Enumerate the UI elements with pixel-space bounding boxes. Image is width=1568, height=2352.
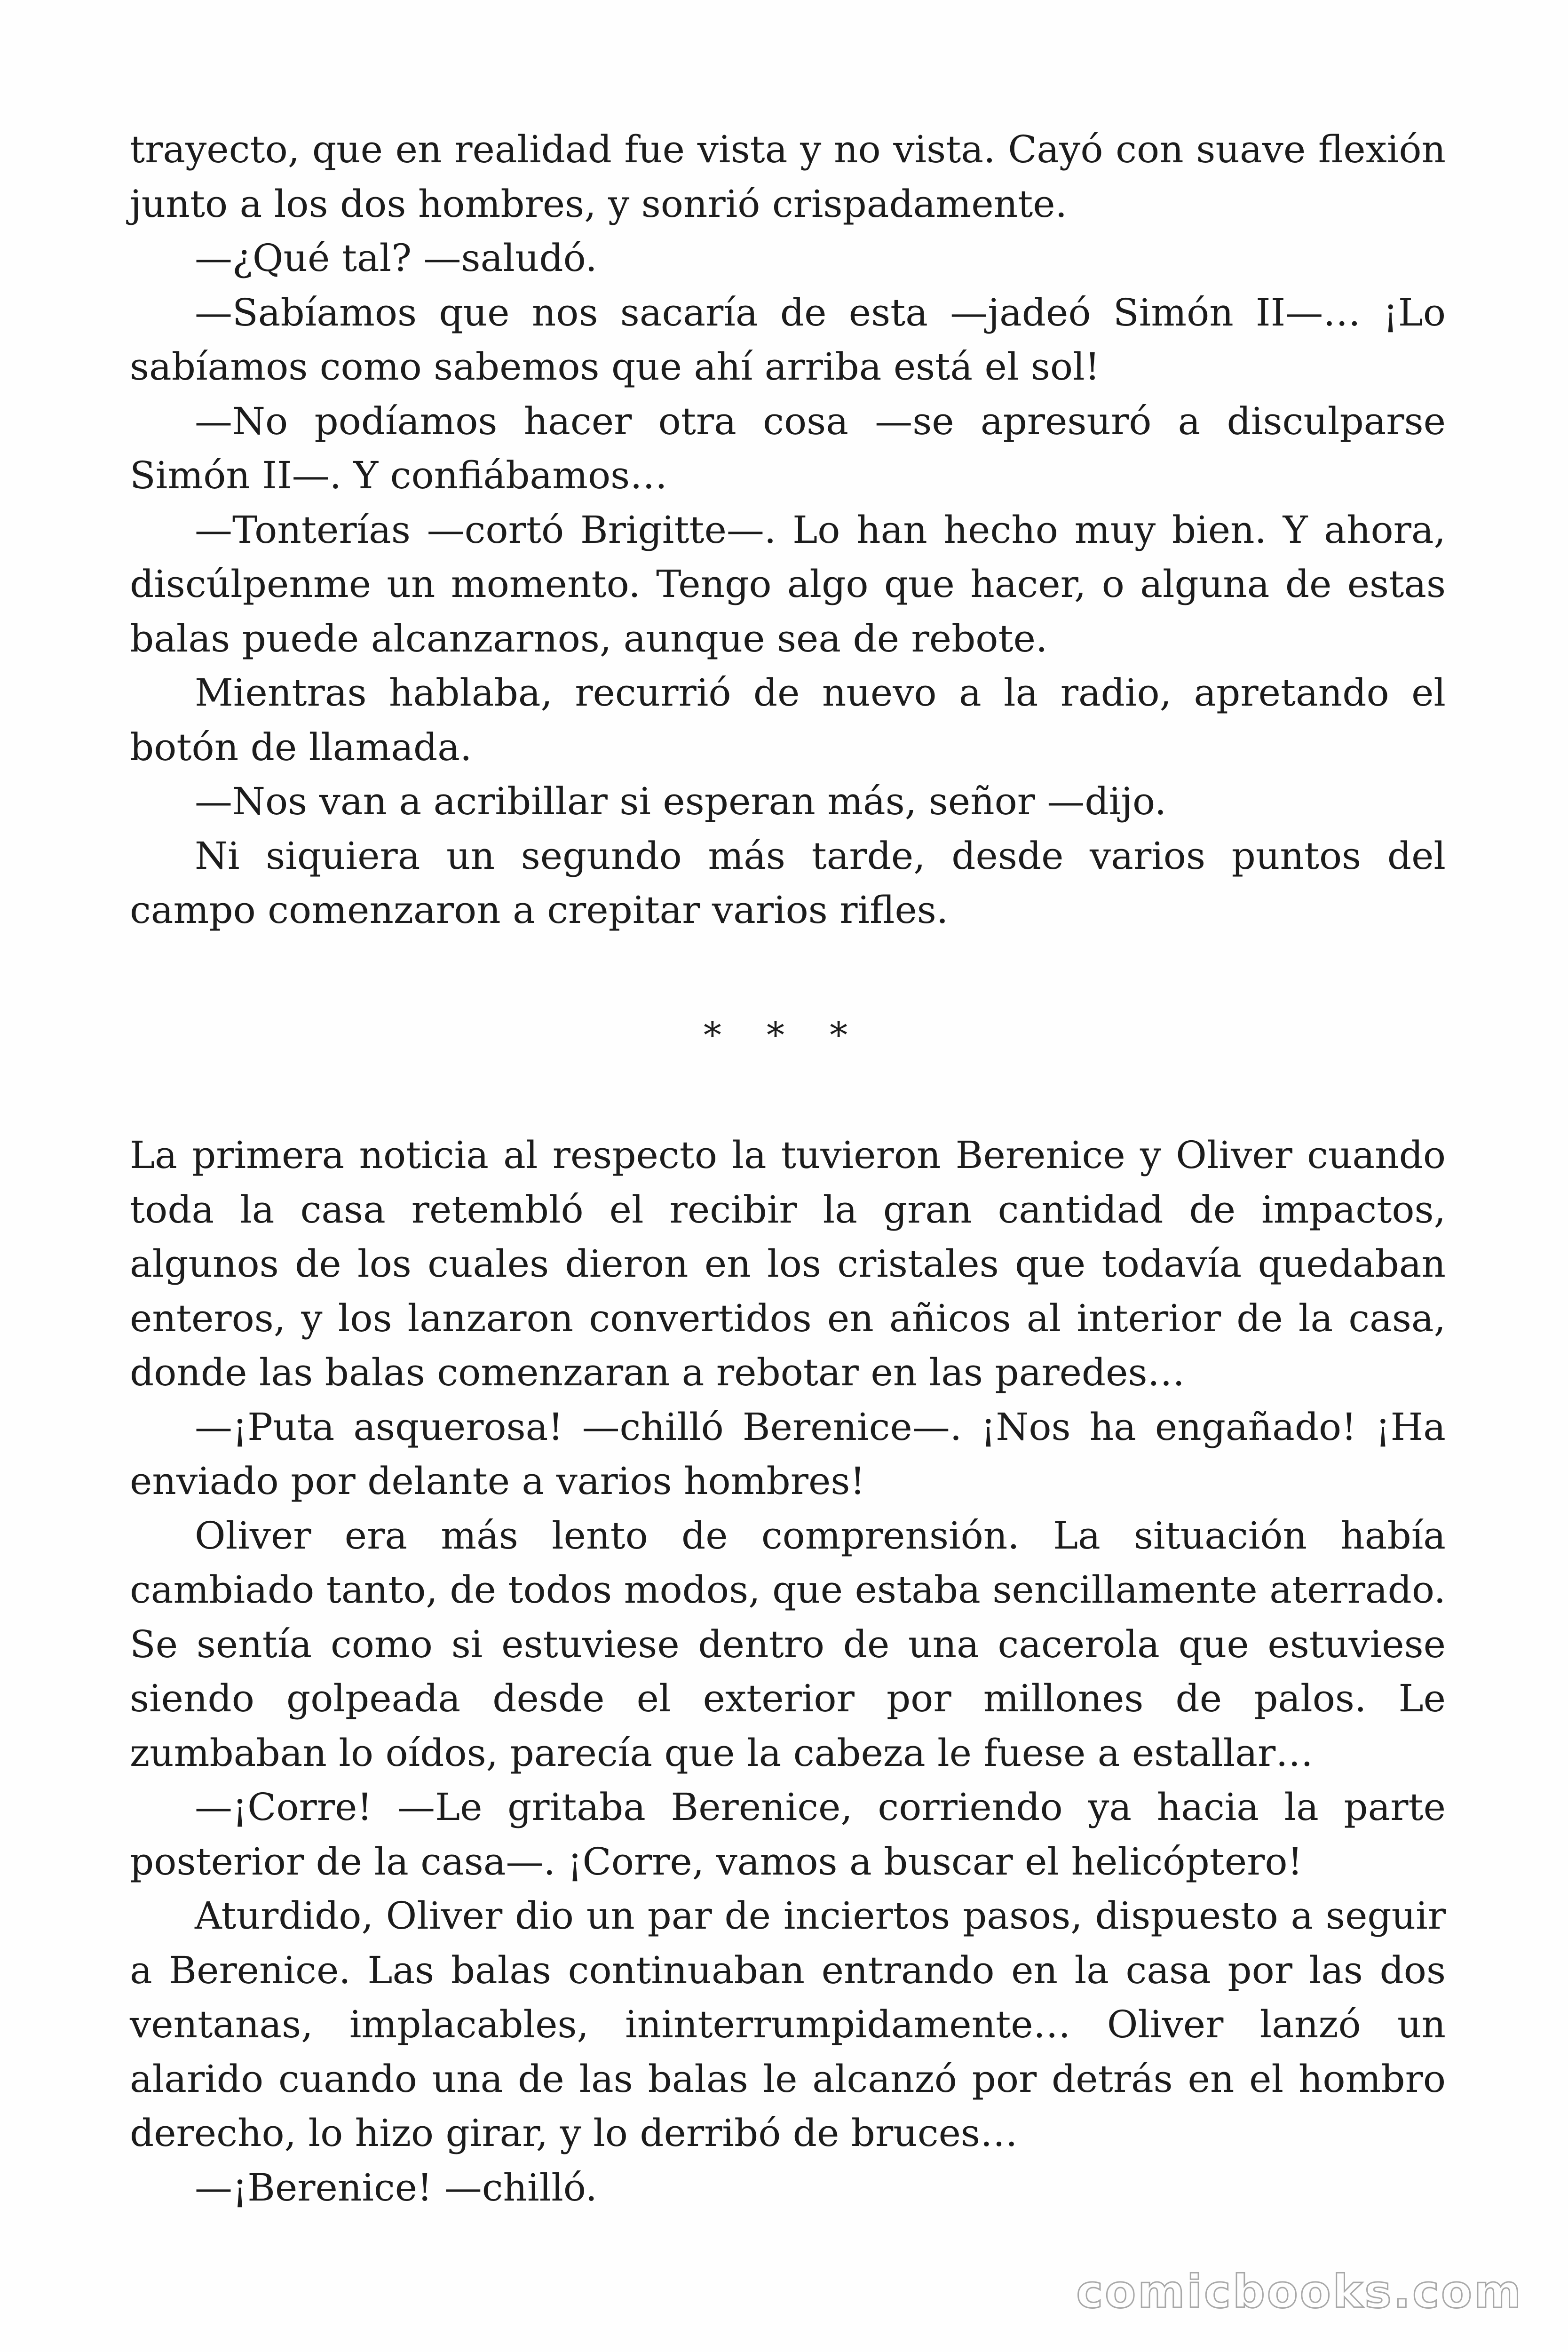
paragraph: Mientras hablaba, recurrió de nuevo a la radio, apretando el botón de llamada.: [130, 671, 1446, 769]
paragraph: —¿Qué tal? —saludó.: [195, 236, 597, 280]
paragraph: Ni siquiera un segundo más tarde, desde varios puntos del campo comenzaron a crepitar varios rifles.: [130, 834, 1446, 932]
paragraph: La primera noticia al respecto la tuvieron Berenice y Oliver cuando toda la casa retembló el recibir la gran cantidad de impactos, algunos de los cuales dieron en los cristales que todavía quedaban enteros, y los lanzaron convertidos en añicos al interior de la casa, donde las balas comenzaran a rebotar en las paredes…: [130, 1133, 1446, 1394]
text-block-bottom: [130, 1128, 1446, 2215]
paragraph: —¡Berenice! —chilló.: [195, 2165, 597, 2209]
text-block-top: [130, 122, 1446, 938]
paragraph: —¡Puta asquerosa! —chilló Berenice—. ¡Nos ha engañado! ¡Ha enviado por delante a varios hombres!: [130, 1405, 1446, 1503]
paragraph: —Nos van a acribillar si esperan más, señor —dijo.: [195, 779, 1167, 823]
paragraph: trayecto, que en realidad fue vista y no vista. Cayó con suave flexión junto a los dos hombres, y sonrió crispadamente.: [130, 127, 1446, 226]
paragraph: —Tonterías —cortó Brigitte—. Lo han hecho muy bien. Y ahora, discúlpenme un momento. Tengo algo que hacer, o alguna de estas balas puede alcanzarnos, aunque sea de rebote.: [130, 508, 1446, 660]
paragraph: —Sabíamos que nos sacaría de esta —jadeó Simón II—… ¡Lo sabíamos como sabemos que ahí arriba está el sol!: [130, 290, 1446, 389]
paragraph: —¡Corre! —Le gritaba Berenice, corriendo ya hacia la parte posterior de la casa—. ¡Corre, vamos a buscar el helicóptero!: [130, 1785, 1446, 1883]
watermark-logo: comicbooks.com: [1076, 2265, 1523, 2318]
section-separator: * * *: [703, 1014, 865, 1056]
paragraph: Oliver era más lento de comprensión. La situación había cambiado tanto, de todos modos, que estaba sencillamente aterrado. Se sentía como si estuviese dentro de una cacerola que estuviese siendo golpeada desde el exterior por millones de palos. Le zumbaban lo oídos, parecía que la cabeza le fuese a estallar…: [130, 1513, 1446, 1775]
paragraph: Aturdido, Oliver dio un par de inciertos pasos, dispuesto a seguir a Berenice. Las balas continuaban entrando en la casa por las dos ventanas, implacables, ininterrumpidamente… Oliver lanzó un alarido cuando una de las balas le alcanzó por detrás en el hombro derecho, lo hizo girar, y lo derribó de bruces…: [130, 1894, 1446, 2155]
paragraph: —No podíamos hacer otra cosa —se apresuró a disculparse Simón II—. Y confiábamos…: [130, 399, 1446, 497]
